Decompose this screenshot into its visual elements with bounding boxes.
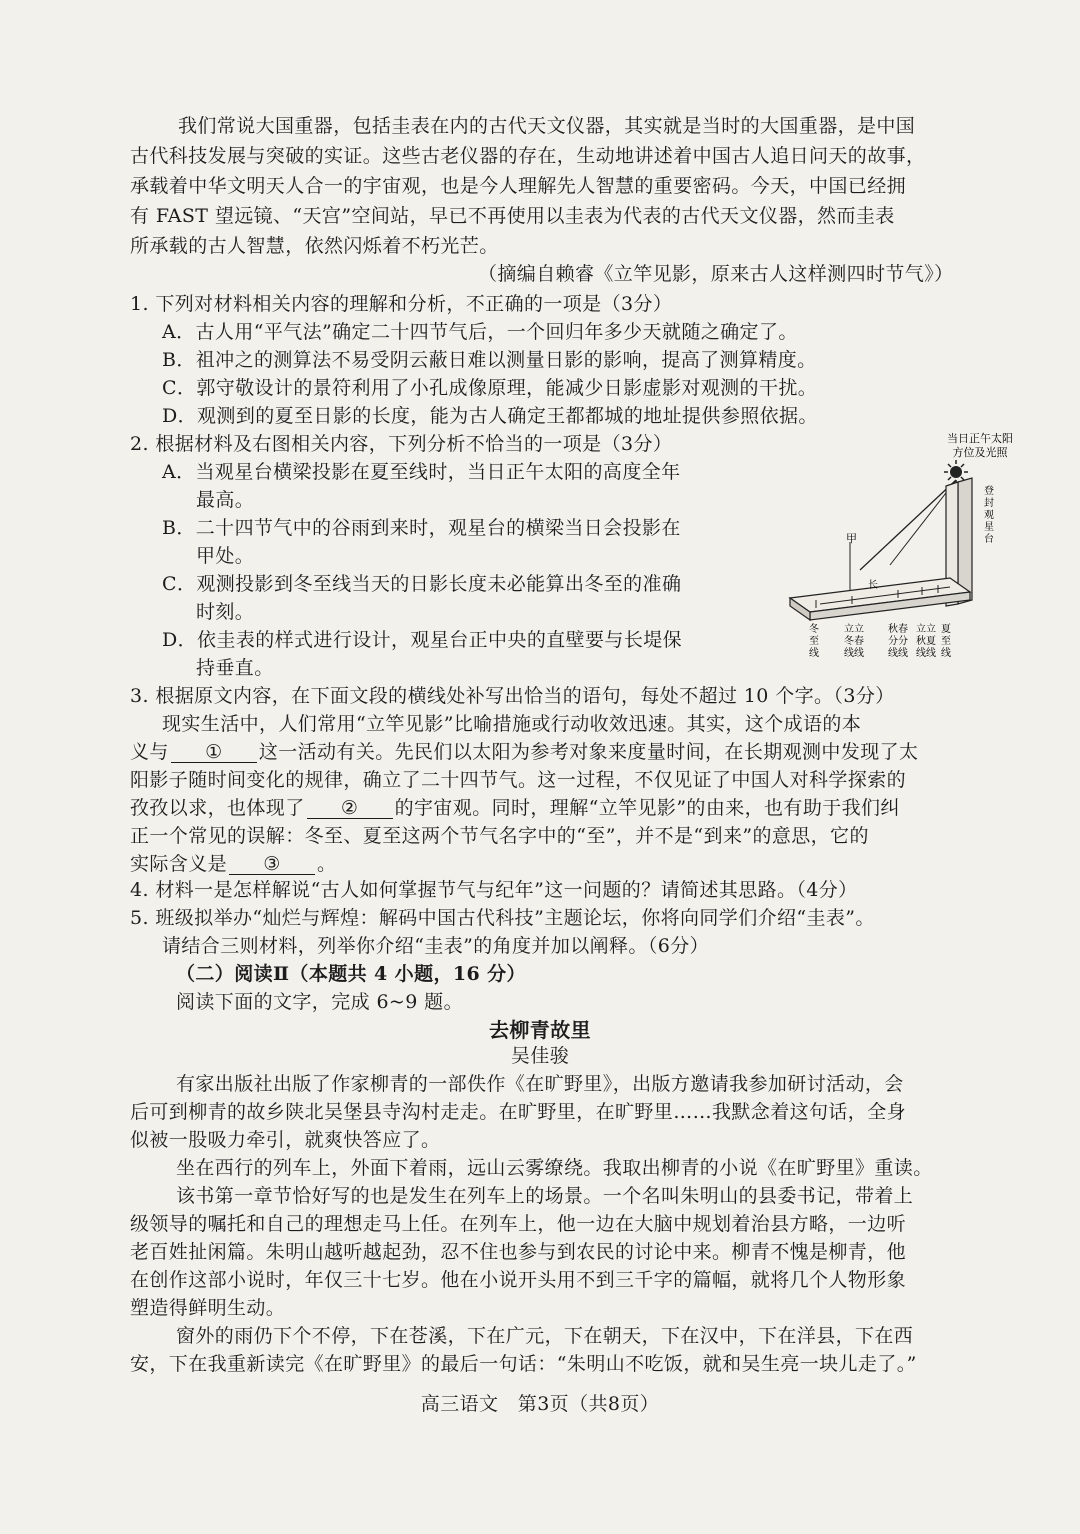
- base-label: 立立秋夏线线: [916, 624, 936, 659]
- intro-line: 有 FAST 望远镜、“天宫”空间站，早已不再使用以圭表为代表的古代天文仪器，然而圭表: [130, 205, 895, 227]
- q3-line: [130, 796, 900, 820]
- length-label: 长: [868, 580, 878, 591]
- article-paragraph-line: 有家出版社出版了作家柳青的一部佚作《在旷野里》，出版方邀请我参加研讨活动，会: [176, 1073, 904, 1095]
- article-paragraph-line: 安，下在我重新读完《在旷野里》的最后一句话：“朱明山不吃饭，就和吴生亮一块儿走了。”: [130, 1353, 917, 1375]
- source-note: （摘编自赖睿《立竿见影，原来古人这样测四时节气》）: [478, 263, 954, 285]
- intro-line: 承载着中华文明天人合一的宇宙观，也是今人理解先人智慧的重要密码。今天，中国已经拥: [130, 175, 907, 197]
- section-instruction: 阅读下面的文字，完成 6~9 题。: [176, 991, 463, 1013]
- section-heading: （二）阅读Ⅱ（本题共 4 小题，16 分）: [176, 963, 526, 985]
- q3-text: 。: [317, 853, 337, 875]
- q4-stem: 4. 材料一是怎样解说“古人如何掌握节气与纪年”这一问题的？请简述其思路。（4分）: [130, 879, 858, 901]
- answer-blank-3[interactable]: ③: [229, 854, 315, 875]
- answer-blank-2[interactable]: ②: [307, 798, 393, 819]
- q2-option-a: A．当观星台横梁投影在夏至线时，当日正午太阳的高度全年: [162, 461, 681, 483]
- article-title: 去柳青故里: [489, 1018, 591, 1042]
- q3-text: 孜孜以求，也体现了: [130, 797, 305, 819]
- article-paragraph-line: 老百姓扯闲篇。朱明山越听越起劲，忍不住也参与到农民的讨论中来。柳青不愧是柳青，他: [130, 1241, 907, 1263]
- q3-text: 义与: [130, 741, 169, 763]
- article-paragraph-line: 级领导的嘱托和自己的理想走马上任。在列车上，他一边在大脑中规划着治县方略，一边听: [130, 1213, 907, 1235]
- answer-blank-1[interactable]: ①: [171, 742, 257, 763]
- observatory-diagram: [780, 420, 1055, 665]
- article-paragraph-line: 在创作这部小说时，年仅三十七岁。他在小说开头用不到三千字的篇幅，就将几个人物形象: [130, 1269, 907, 1291]
- q1-option-b: B．祖冲之的测算法不易受阴云蔽日难以测量日影的影响，提高了测算精度。: [162, 349, 817, 371]
- q3-text: 的宇宙观。同时，理解“立竿见影”的由来，也有助于我们纠: [394, 797, 900, 819]
- q2-option-c-cont: 时刻。: [196, 601, 255, 623]
- q1-option-a: A．古人用“平气法”确定二十四节气后，一个回归年多少天就随之确定了。: [162, 321, 798, 343]
- sunlight-ray: [860, 480, 956, 570]
- article-paragraph-line: 后可到柳青的故乡陕北吴堡县寺沟村走走。在旷野里，在旷野里……我默念着这句话，全身: [130, 1101, 907, 1123]
- q1-stem: 1. 下列对材料相关内容的理解和分析，不正确的一项是（3分）: [130, 293, 673, 315]
- intro-line: 古代科技发展与突破的实证。这些古老仪器的存在，生动地讲述着中国古人追日问天的故事，: [130, 145, 926, 167]
- q2-option-c: C．观测投影到冬至线当天的日影长度未必能算出冬至的准确: [162, 573, 682, 595]
- q2-option-a-cont: 最高。: [196, 489, 255, 511]
- article-author: 吴佳骏: [510, 1045, 570, 1067]
- base-label: 夏至线: [941, 624, 951, 659]
- page-footer: 高三语文 第3页（共8页）: [420, 1393, 660, 1415]
- q3-line: 阳影子随时间变化的规律，确立了二十四节气。这一过程，不仅见证了中国人对科学探索的: [130, 769, 907, 791]
- sun-caption-2: 方位及光照: [952, 446, 1008, 459]
- q2-option-d: D．依圭表的样式进行设计，观星台正中央的直壁要与长堤保: [162, 629, 683, 651]
- intro-line: 我们常说大国重器，包括圭表在内的古代天文仪器，其实就是当时的大国重器，是中国: [178, 115, 916, 137]
- stone-scale: [790, 578, 970, 620]
- q2-option-d-cont: 持垂直。: [196, 657, 274, 679]
- article-paragraph-line: 窗外的雨仍下个不停，下在苍溪，下在广元，下在朝天，下在汉中，下在洋县，下在西: [176, 1325, 914, 1347]
- article-paragraph-line: 似被一股吸力牵引，就爽快答应了。: [130, 1129, 441, 1151]
- q1-option-c: C．郭守敬设计的景符利用了小孔成像原理，能减少日影虚影对观测的干扰。: [162, 377, 818, 399]
- q2-option-b-cont: 甲处。: [196, 545, 255, 567]
- q3-text: 这一活动有关。先民们以太阳为参考对象来度量时间，在长期观测中发现了太: [258, 741, 919, 763]
- q5-stem: 5. 班级拟举办“灿烂与辉煌：解码中国古代科技”主题论坛，你将向同学们介绍“圭表”。: [130, 907, 875, 929]
- q3-stem: 3. 根据原文内容，在下面文段的横线处补写出恰当的语句，每处不超过 10 个字。（3分）: [130, 685, 895, 707]
- tower-label: 登封观星台: [984, 486, 994, 545]
- base-label: 立立冬春线线: [844, 624, 864, 659]
- q3-line: 正一个常见的误解：冬至、夏至这两个节气名字中的“至”，并不是“到来”的意思，它的: [130, 825, 869, 847]
- q5-stem-cont: 请结合三则材料，列举你介绍“圭表”的角度并加以阐释。（6分）: [162, 935, 710, 957]
- base-label: 冬至线: [809, 624, 819, 659]
- sun-caption-1: 当日正午太阳: [947, 432, 1013, 445]
- article-paragraph-line: 坐在西行的列车上，外面下着雨，远山云雾缭绕。我取出柳青的小说《在旷野里》重读。: [176, 1157, 933, 1179]
- q2-option-b: B．二十四节气中的谷雨到来时，观星台的横梁当日会投影在: [162, 517, 681, 539]
- article-paragraph-line: 塑造得鲜明生动。: [130, 1297, 286, 1319]
- q3-text: 实际含义是: [130, 853, 228, 875]
- q3-line: [130, 852, 336, 876]
- q1-option-d: D．观测到的夏至日影的长度，能为古人确定王都都城的地址提供参照依据。: [162, 405, 818, 427]
- article-paragraph-line: 该书第一章节恰好写的也是发生在列车上的场景。一个名叫朱明山的县委书记，带着上: [176, 1185, 914, 1207]
- base-label: 秋春分分线线: [888, 624, 908, 659]
- intro-line: 所承载的古人智慧，依然闪烁着不朽光芒。: [130, 235, 499, 257]
- q3-line: [130, 740, 918, 764]
- q3-line: 现实生活中，人们常用“立竿见影”比喻措施或行动收效迅速。其实，这个成语的本: [162, 713, 862, 735]
- point-label: 甲: [846, 532, 857, 545]
- q2-stem: 2. 根据材料及右图相关内容，下列分析不恰当的一项是（3分）: [130, 433, 673, 455]
